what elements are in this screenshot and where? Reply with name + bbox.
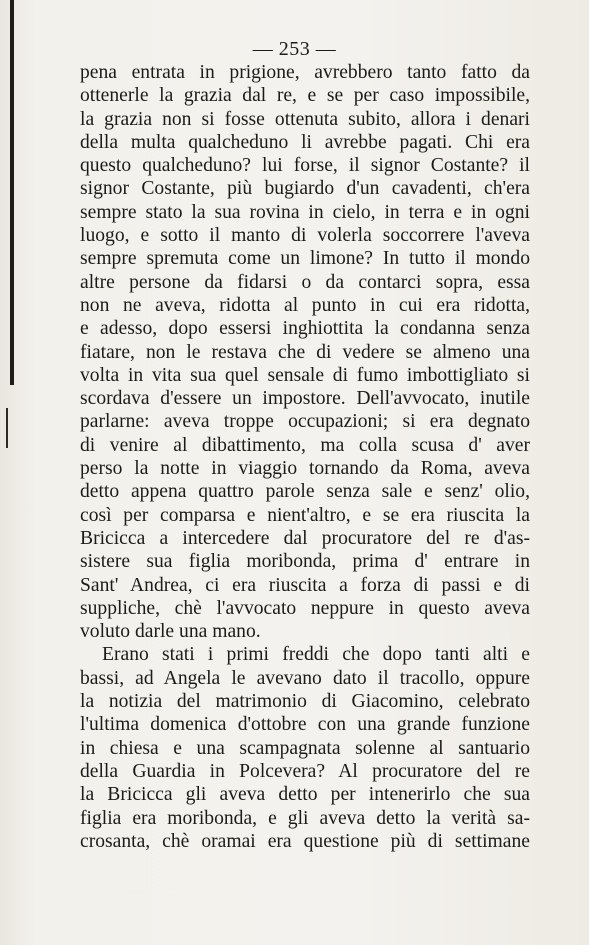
text-line: Sant' Andrea, ci era riuscita a forza di passi e di bbox=[80, 574, 530, 596]
text-line: sempre spremuta come un limone? In tutto il mondo bbox=[80, 248, 530, 270]
text-line: sistere sua figlia moribonda, prima d' entrare in bbox=[80, 551, 530, 573]
text-line: luogo, e sotto il manto di volerla soccorrere l'aveva bbox=[80, 225, 530, 247]
text-line: volta in vita sua quel sensale di fumo imbottigliato si bbox=[80, 364, 530, 386]
text-line: in chiesa e una scampagnata solenne al santuario bbox=[80, 737, 530, 759]
text-line: detto appena quattro parole senza sale e senz' olio, bbox=[80, 481, 530, 503]
text-line: altre persone da fidarsi o da contarci sopra, essa bbox=[80, 271, 530, 293]
text-line: la notizia del matrimonio di Giacomino, celebrato bbox=[80, 691, 530, 713]
text-line: figlia era moribonda, e gli aveva detto la verità sa- bbox=[80, 807, 530, 829]
page-number: — 253 — bbox=[252, 38, 337, 60]
text-line: fiatare, non le restava che di vedere se almeno una bbox=[80, 341, 530, 363]
body-text bbox=[80, 61, 530, 853]
text-line: pena entrata in prigione, avrebbero tanto fatto da bbox=[80, 62, 530, 83]
text-line: Bricicca a intercedere dal procuratore del re d'as- bbox=[80, 527, 530, 549]
text-line: e adesso, dopo essersi inghiottita la condanna senza bbox=[80, 318, 530, 340]
text-line: perso la notte in viaggio tornando da Roma, aveva bbox=[80, 458, 530, 480]
text-line: questo qualcheduno? lui forse, il signor Costante? il bbox=[80, 155, 530, 177]
text-line: della Guardia in Polcevera? Al procuratore del re bbox=[80, 760, 530, 782]
text-line: voluto darle una mano. bbox=[80, 621, 261, 643]
text-line: la Bricicca gli aveva detto per intenerirlo che sua bbox=[80, 784, 530, 806]
text-line: così per comparsa e nient'altro, e se era riuscita la bbox=[80, 504, 530, 526]
text-line: suppliche, chè l'avvocato neppure in questo aveva bbox=[80, 597, 530, 619]
text-line: di venire al dibattimento, ma colla scusa d' aver bbox=[80, 434, 530, 456]
paragraph bbox=[80, 643, 530, 853]
text-line: parlarne: aveva troppe occupazioni; si era degnato bbox=[80, 411, 530, 433]
text-line: l'ultima domenica d'ottobre con una grande funzione bbox=[80, 714, 530, 736]
binding-shadow-lower bbox=[6, 408, 8, 448]
text-line: ottenerle la grazia dal re, e se per caso impossibile, bbox=[80, 85, 530, 107]
text-line: la grazia non si fosse ottenuta subito, allora i denari bbox=[80, 108, 530, 130]
text-line: della multa qualcheduno li avrebbe pagati. Chi era bbox=[80, 131, 530, 153]
paragraph-continuation bbox=[80, 61, 530, 643]
text-line: Erano stati i primi freddi che dopo tanti alti e bbox=[102, 644, 530, 666]
text-line: sempre stato la sua rovina in cielo, in terra e in ogni bbox=[80, 201, 530, 223]
text-line: signor Costante, più bugiardo d'un cavadenti, ch'era bbox=[80, 178, 530, 200]
text-line: bassi, ad Angela le avevano dato il tracollo, oppure bbox=[80, 667, 530, 689]
text-line: non ne aveva, ridotta al punto in cui era ridotta, bbox=[80, 294, 530, 316]
text-line: crosanta, chè oramai era questione più di settimane bbox=[80, 830, 530, 852]
text-line: scordava d'essere un impostore. Dell'avvocato, inutile bbox=[80, 388, 530, 410]
